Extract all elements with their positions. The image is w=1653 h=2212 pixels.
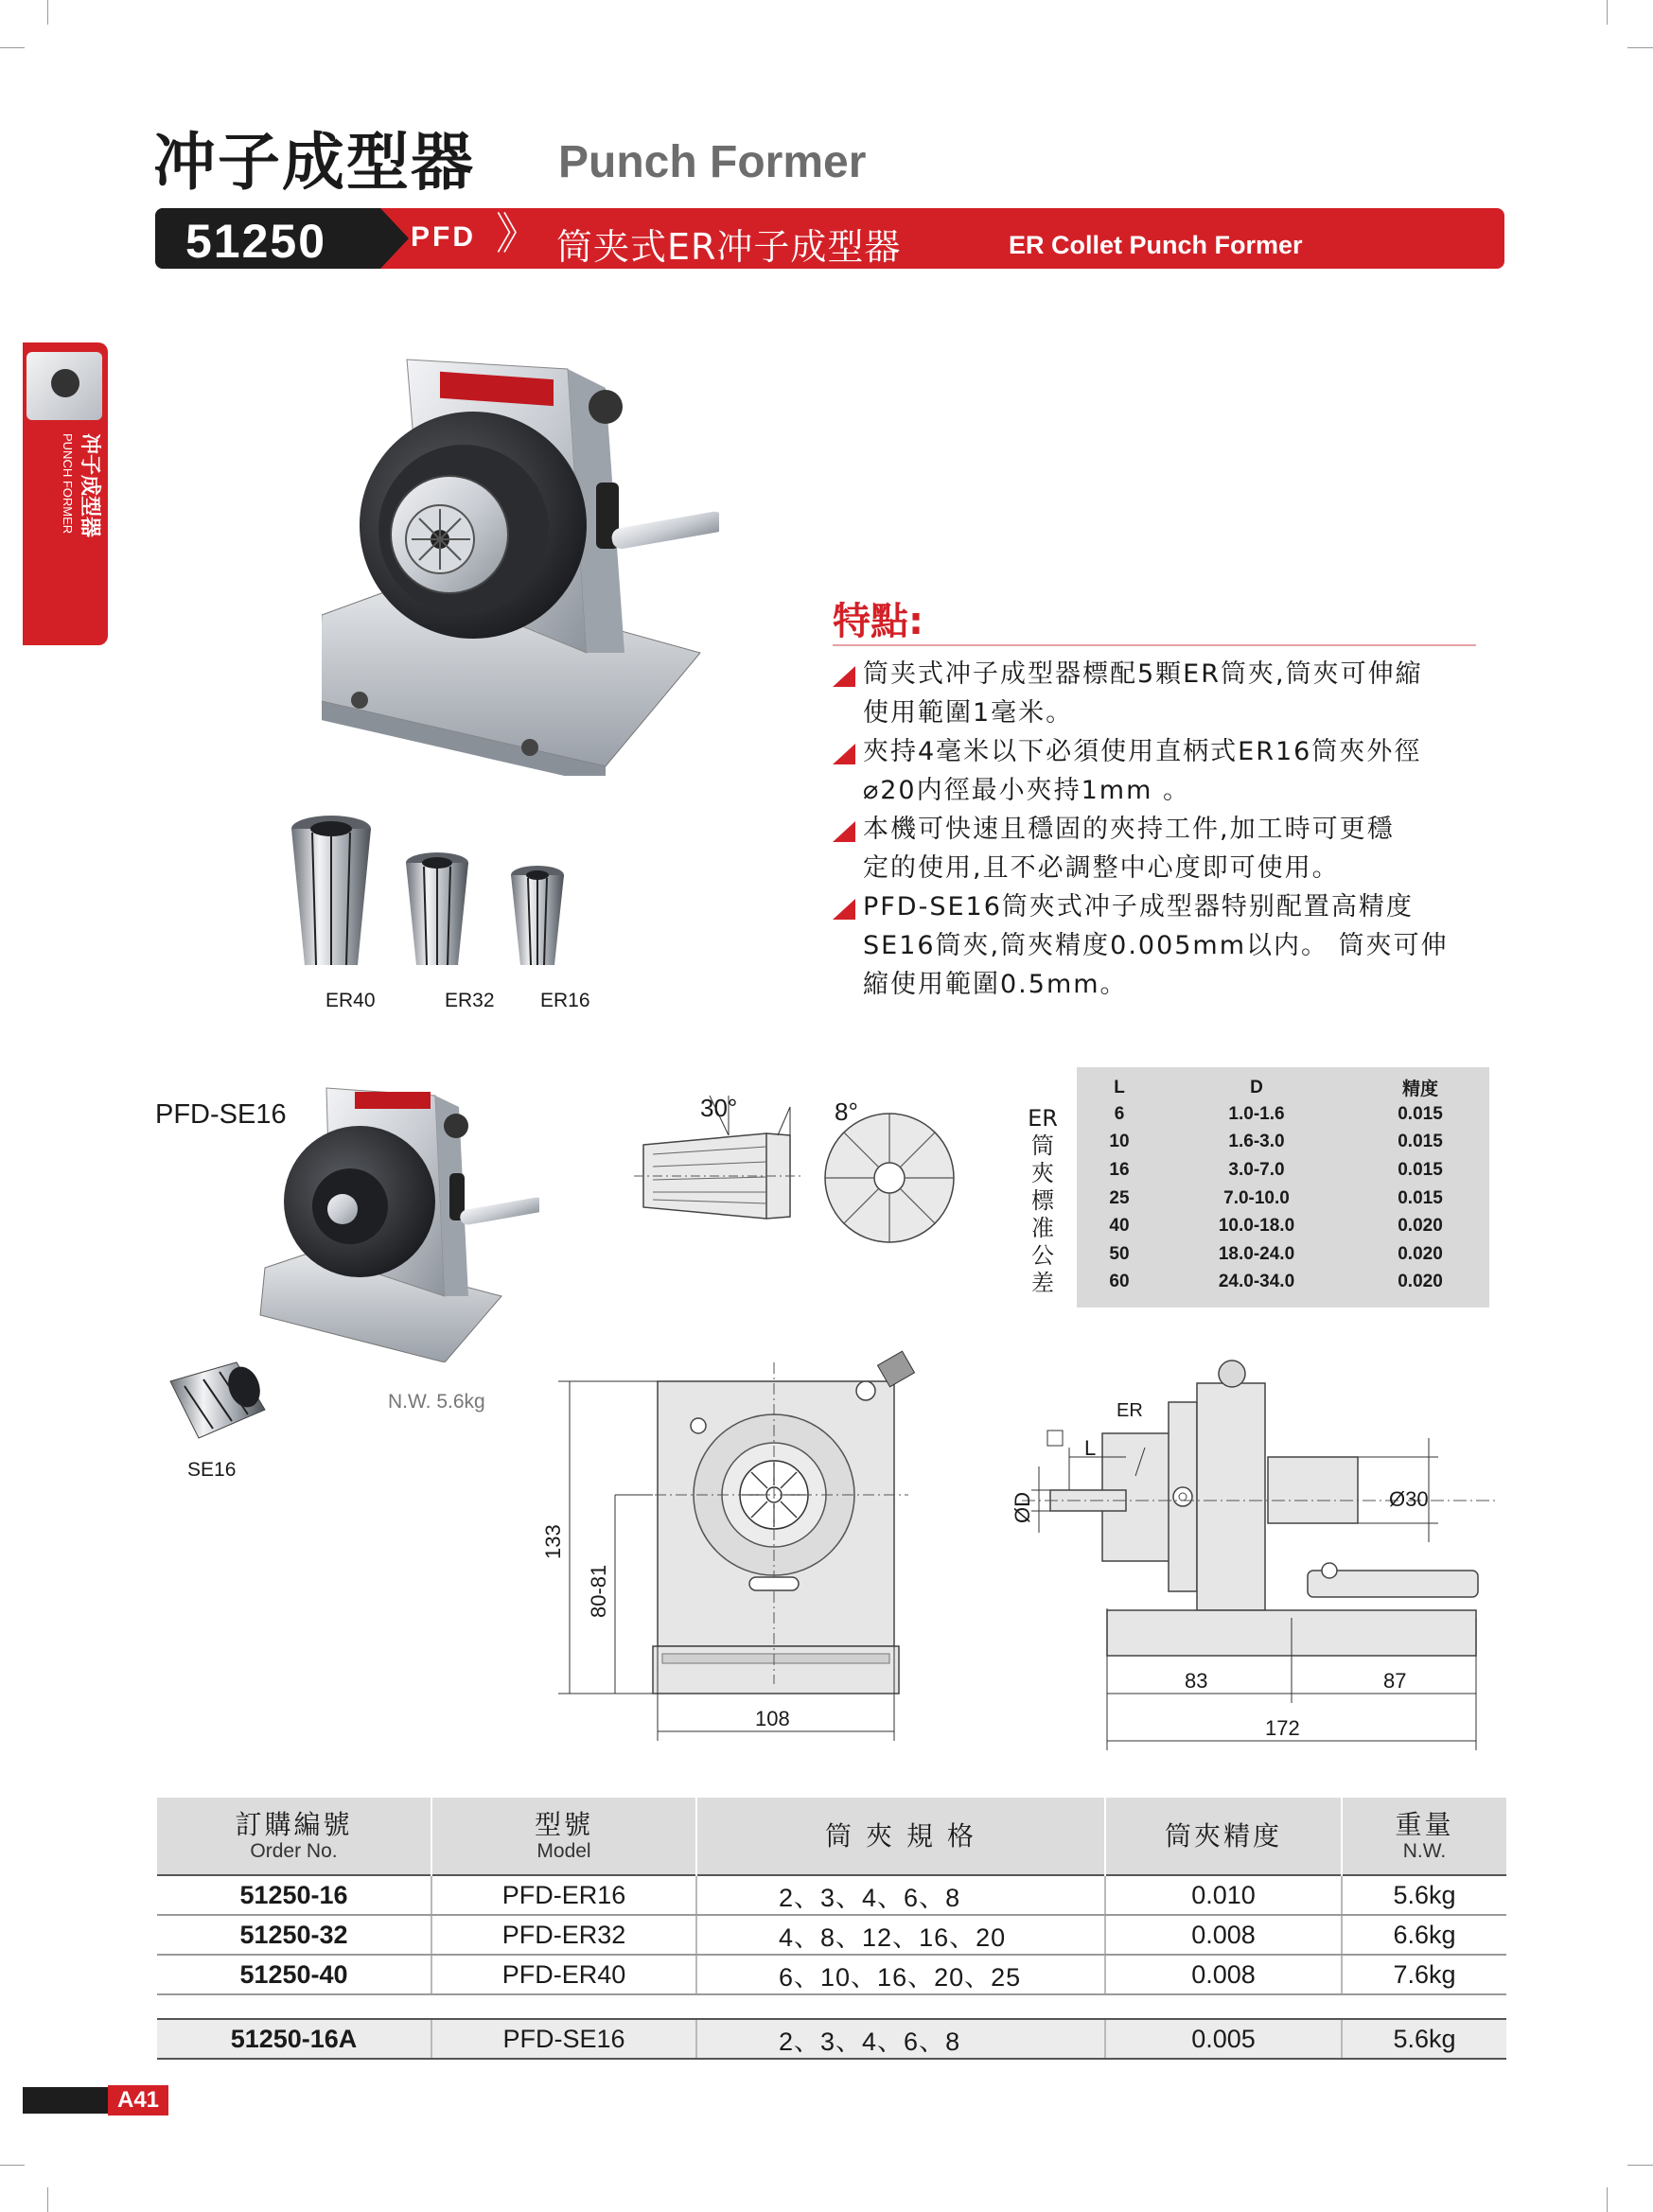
tolerance-side-char: 筒 [1031, 1132, 1054, 1159]
tolerance-row [1077, 1100, 1489, 1129]
order-no-header [157, 1798, 431, 1875]
product-name-cn: 筒夹式ER冲子成型器 [556, 226, 902, 268]
tolerance-row [1077, 1129, 1489, 1157]
tolerance-cell: 0.020 [1398, 1216, 1443, 1237]
features-list [833, 655, 1495, 1004]
feature-line: 定的使用,且不必調整中心度即可使用。 [863, 853, 1340, 883]
table-row [157, 1955, 1506, 1994]
weight-cell: 6.6kg [1342, 1915, 1506, 1955]
collet-angle-8: 8° [835, 1097, 858, 1126]
side-tab-label [61, 433, 106, 537]
table-spacer-row [157, 1994, 1506, 2019]
tolerance-cell: 0.015 [1398, 1132, 1443, 1152]
tolerance-side-char: 准 [1031, 1215, 1054, 1241]
tolerance-side-char: 夾 [1031, 1160, 1054, 1186]
collet-spec-header-cn: 筒 夾 規 格 [825, 1819, 976, 1852]
model-header [431, 1798, 696, 1875]
feature-item [833, 732, 1495, 810]
model-cell: PFD-ER16 [431, 1875, 696, 1915]
tolerance-table [1077, 1067, 1489, 1296]
order-no-cell: 51250-16A [157, 2019, 431, 2059]
tolerance-table-panel [1077, 1067, 1489, 1308]
collet-label-er40: ER40 [325, 990, 376, 1011]
collet-angle-30: 30° [700, 1094, 738, 1122]
chevron-icon: 》 [496, 208, 539, 259]
tolerance-side-char: ER [1028, 1105, 1058, 1132]
page-number: A41 [108, 2085, 168, 2115]
collet-precision-header [1105, 1798, 1342, 1875]
collet-er16 [511, 866, 564, 965]
collet-precision-cell: 0.010 [1105, 1875, 1342, 1915]
collet-technical-drawing [624, 1088, 984, 1277]
collet-label-er16: ER16 [540, 990, 590, 1011]
model-cell: PFD-ER40 [431, 1955, 696, 1994]
collet-spec-cell: 2、3、4、6、8 [696, 1875, 1105, 1915]
dimension-172: 172 [1265, 1716, 1300, 1740]
tolerance-row [1077, 1185, 1489, 1213]
order-no-header-en: Order No. [250, 1839, 338, 1862]
collet-precision-cell: 0.005 [1105, 2019, 1342, 2059]
dimension-width: 108 [755, 1707, 790, 1730]
tolerance-cell: 18.0-24.0 [1218, 1243, 1295, 1264]
tolerance-cell: 0.020 [1398, 1272, 1443, 1292]
collet-precision-cell: 0.008 [1105, 1955, 1342, 1994]
page-title-en: Punch Former [558, 137, 867, 187]
feature-line: 本機可快速且穩固的夾持工件,加工時可更穩 [863, 815, 1395, 844]
tolerance-side-char: 標 [1031, 1187, 1054, 1214]
tolerance-cell: 60 [1109, 1272, 1130, 1292]
feature-line: 使用範圍1毫米。 [863, 698, 1074, 728]
feature-line: 夾持4毫米以下必須使用直柄式ER16筒夾外徑 [863, 737, 1422, 766]
triangle-bullet-icon [833, 821, 855, 842]
product-name-en: ER Collet Punch Former [1009, 231, 1303, 259]
model-header-cn: 型號 [534, 1808, 593, 1840]
dimension-d: ØD [1011, 1492, 1034, 1523]
net-weight-label: N.W. 5.6kg [388, 1391, 485, 1413]
tolerance-side-label [1022, 1105, 1064, 1297]
tolerance-cell: 0.015 [1398, 1159, 1443, 1180]
crop-mark [1627, 47, 1653, 48]
product-banner [155, 208, 1504, 269]
dimension-center-height: 80-81 [587, 1564, 610, 1618]
er-collets-image [284, 804, 606, 984]
weight-cell: 5.6kg [1342, 1875, 1506, 1915]
order-no-cell: 51250-16 [157, 1875, 431, 1915]
tolerance-cell: 10.0-18.0 [1218, 1216, 1295, 1237]
weight-header [1342, 1798, 1506, 1875]
order-table-header-row [157, 1798, 1506, 1875]
table-row [157, 1875, 1506, 1915]
collet-er40 [291, 816, 371, 965]
tolerance-cell: 3.0-7.0 [1228, 1159, 1285, 1180]
pfd-se16-machine-image [255, 1079, 539, 1362]
tolerance-header-row [1077, 1067, 1489, 1100]
dimension-height: 133 [541, 1524, 565, 1559]
crop-mark [47, 0, 48, 25]
banner-arrow-shape [380, 208, 409, 269]
triangle-bullet-icon [833, 744, 855, 764]
model-cell: PFD-ER32 [431, 1915, 696, 1955]
feature-line: 筒夹式冲子成型器標配5顆ER筒夾,筒夾可伸縮 [863, 659, 1423, 689]
crop-mark [0, 47, 25, 48]
se16-collet-image [161, 1353, 274, 1457]
feature-item [833, 887, 1495, 1004]
product-code: 51250 [185, 215, 327, 268]
crop-mark [47, 2187, 48, 2212]
dimension-dia30: Ø30 [1389, 1487, 1429, 1511]
crop-mark [0, 2165, 25, 2166]
dimension-87: 87 [1383, 1669, 1407, 1693]
model-cell: PFD-SE16 [431, 2019, 696, 2059]
tolerance-cell: 6 [1114, 1103, 1125, 1124]
table-row [157, 2019, 1506, 2059]
se16-model-label: PFD-SE16 [155, 1099, 287, 1130]
product-series: PFD [411, 221, 476, 253]
collet-spec-cell: 4、8、12、16、20 [696, 1915, 1105, 1955]
collet-er32 [406, 852, 468, 965]
tolerance-cell: 0.015 [1398, 1103, 1443, 1124]
table-spacer-cell [157, 1994, 1506, 2019]
section-side-tab [23, 342, 108, 645]
tolerance-row [1077, 1156, 1489, 1185]
tolerance-header-l: L [1114, 1077, 1125, 1097]
collet-precision-cell: 0.008 [1105, 1915, 1342, 1955]
crop-mark [1627, 2165, 1653, 2166]
feature-line: PFD-SE16筒夾式冲子成型器特别配置高精度 [863, 892, 1414, 922]
se16-collet-label: SE16 [187, 1459, 237, 1481]
order-no-cell: 51250-40 [157, 1955, 431, 1994]
tolerance-cell: 0.020 [1398, 1243, 1443, 1264]
crop-mark [1607, 2187, 1608, 2212]
tolerance-cell: 50 [1109, 1243, 1130, 1264]
punch-former-machine-image [322, 341, 719, 776]
weight-cell: 5.6kg [1342, 2019, 1506, 2059]
side-tab-label-en: PUNCH FORMER [61, 433, 75, 535]
tolerance-cell: 7.0-10.0 [1223, 1187, 1290, 1208]
collet-label-er32: ER32 [445, 990, 495, 1011]
punch-former-thumbnail [26, 352, 102, 420]
tolerance-cell: 0.015 [1398, 1187, 1443, 1208]
weight-cell: 7.6kg [1342, 1955, 1506, 1994]
tolerance-cell: 40 [1109, 1216, 1130, 1237]
tolerance-header-d: D [1250, 1077, 1263, 1097]
tolerance-side-char: 公 [1031, 1242, 1054, 1269]
side-view-drawing [927, 1343, 1514, 1760]
tolerance-side-char: 差 [1031, 1270, 1054, 1296]
feature-item [833, 655, 1495, 732]
order-no-header-cn: 訂購編號 [235, 1808, 353, 1840]
dimension-l: L [1084, 1436, 1097, 1460]
tolerance-cell: 24.0-34.0 [1218, 1272, 1295, 1292]
feature-line: ⌀20内徑最小夾持1mm 。 [863, 776, 1190, 805]
features-title: 特點: [833, 600, 923, 643]
tolerance-cell: 1.0-1.6 [1228, 1103, 1285, 1124]
tolerance-row [1077, 1212, 1489, 1240]
crop-mark [1607, 0, 1608, 25]
collet-spec-cell: 6、10、16、20、25 [696, 1955, 1105, 1994]
feature-line: SE16筒夾,筒夾精度0.005mm以内。 筒夾可伸 [863, 931, 1449, 960]
feature-line: 縮使用範圍0.5mm。 [863, 970, 1128, 999]
model-header-en: Model [536, 1839, 591, 1862]
front-view-drawing [530, 1343, 927, 1750]
triangle-bullet-icon [833, 666, 855, 687]
features-divider [833, 644, 1476, 646]
dimension-er: ER [1117, 1400, 1143, 1421]
tolerance-cell: 10 [1109, 1132, 1130, 1152]
order-no-cell: 51250-32 [157, 1915, 431, 1955]
dimension-83: 83 [1185, 1669, 1208, 1693]
order-table [157, 1798, 1506, 2060]
tolerance-row [1077, 1269, 1489, 1297]
collet-spec-header [696, 1798, 1105, 1875]
collet-spec-cell: 2、3、4、6、8 [696, 2019, 1105, 2059]
tolerance-cell: 16 [1109, 1159, 1130, 1180]
tolerance-cell: 25 [1109, 1187, 1130, 1208]
weight-header-cn: 重量 [1395, 1808, 1454, 1840]
side-tab-label-cn: 冲子成型器 [78, 433, 101, 538]
tolerance-header-precision: 精度 [1401, 1080, 1438, 1099]
collet-precision-header-cn: 筒夾精度 [1164, 1819, 1282, 1852]
page-title: 冲子成型器 [153, 126, 475, 199]
tolerance-cell: 1.6-3.0 [1228, 1132, 1285, 1152]
weight-header-en: N.W. [1402, 1839, 1447, 1862]
table-row [157, 1915, 1506, 1955]
triangle-bullet-icon [833, 899, 855, 920]
tolerance-row [1077, 1240, 1489, 1269]
feature-item [833, 810, 1495, 887]
